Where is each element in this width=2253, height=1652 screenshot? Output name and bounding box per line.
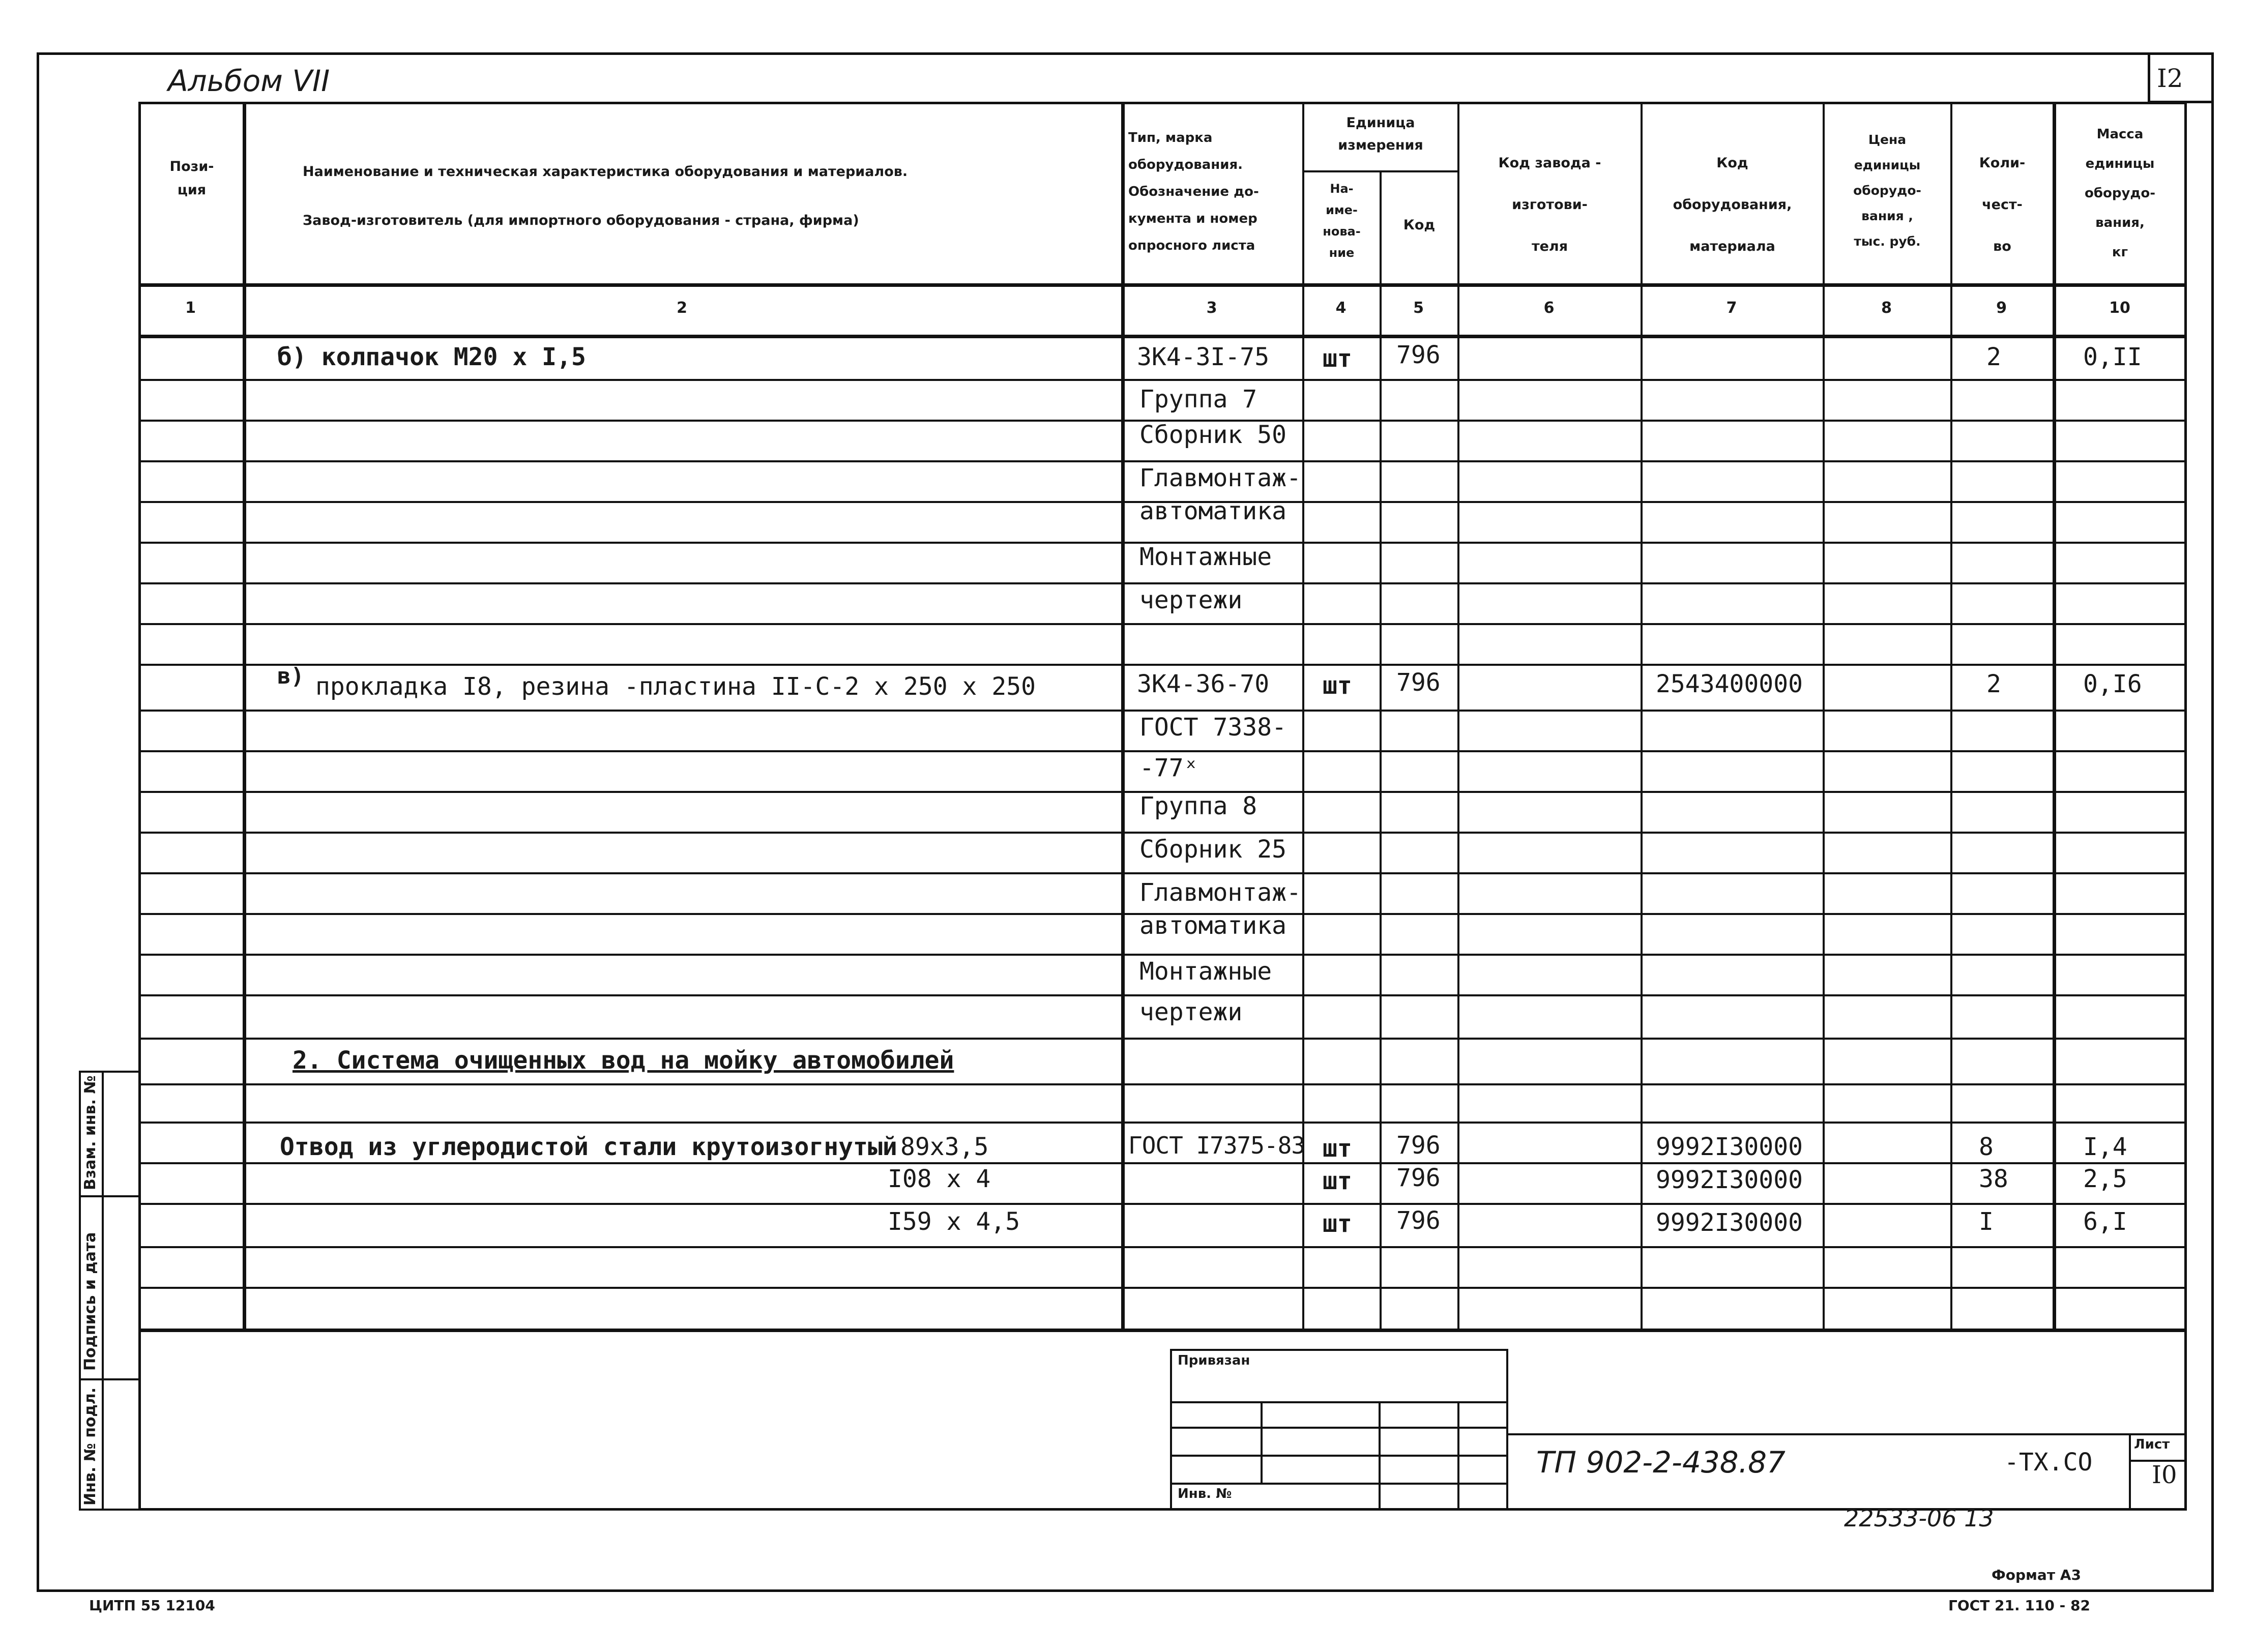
item-doc-line: автоматика <box>1139 497 1286 525</box>
item-unit: шт <box>1323 1210 1352 1238</box>
album-label: Альбом VII <box>168 64 330 98</box>
item-material-code: 9992I30000 <box>1656 1208 1803 1237</box>
item-mass: 0,II <box>2083 343 2142 371</box>
item-name: прокладка I8, резина -пластина II-С-2 х 250 х 250 <box>315 672 1036 701</box>
item-size: I59 х 4,5 <box>888 1207 1020 1236</box>
item-qty: I <box>1979 1207 1994 1236</box>
item-prefix: в) <box>277 663 304 689</box>
inv-label: Инв. № <box>1178 1486 1232 1501</box>
item-qty: 38 <box>1979 1165 2008 1193</box>
item-qty: 2 <box>1986 343 2001 371</box>
item-doc-line: Группа 8 <box>1139 792 1257 820</box>
item-mass: 2,5 <box>2083 1165 2127 1193</box>
item-doc-line: Монтажные <box>1139 957 1272 986</box>
item-qty: 2 <box>1986 670 2001 698</box>
col-number: 9 <box>1996 299 2007 317</box>
item-name: б) колпачок М20 х I,5 <box>277 343 586 371</box>
header-unit-name: На- име- нова- ние <box>1323 182 1361 260</box>
item-unit-code: 796 <box>1396 1131 1441 1160</box>
side-label-inv: Инв. № подл. <box>81 1387 99 1506</box>
item-doc: ЗК4-3I-75 <box>1137 343 1270 371</box>
header-price: Цена единицы оборудо- вания , тыс. руб. <box>1853 132 1921 249</box>
sheet-value: I0 <box>2152 1461 2177 1489</box>
item-material-code: 9992I30000 <box>1656 1166 1803 1194</box>
footer-left: ЦИТП 55 12104 <box>89 1597 215 1614</box>
col-number: 5 <box>1413 299 1424 317</box>
item-doc-line: Монтажные <box>1139 543 1272 571</box>
col-number: 7 <box>1726 299 1737 317</box>
doc-code: ТП 902-2-438.87 <box>1536 1445 1786 1480</box>
item-doc-line: автоматика <box>1139 911 1286 940</box>
header-unit: Единица измерения <box>1338 115 1423 153</box>
item-unit: шт <box>1323 671 1352 700</box>
item-doc-line: Группа 7 <box>1139 385 1257 414</box>
header-mass: Масса единицы оборудо- вания, кг <box>2084 127 2156 260</box>
side-label-replace: Взам. инв. № <box>81 1075 99 1190</box>
item-unit: шт <box>1323 344 1352 373</box>
col-number: 3 <box>1206 299 1217 317</box>
item-unit-code: 796 <box>1396 1206 1441 1235</box>
item-mass: I,4 <box>2083 1133 2127 1161</box>
item-size: I08 х 4 <box>888 1165 991 1193</box>
item-size: 89х3,5 <box>900 1133 989 1161</box>
item-doc-line: чертежи <box>1139 998 1243 1026</box>
item-doc: ЗК4-36-70 <box>1137 670 1270 698</box>
header-quantity: Коли- чест- во <box>1979 155 2026 254</box>
footer-format: Формат А3 <box>1992 1567 2081 1583</box>
header-factory-code: Код завода - изготови- теля <box>1498 155 1601 254</box>
sheet-number-top: I2 <box>2157 64 2183 93</box>
section-heading: 2. Система очищенных вод на мойку автомобилей <box>292 1046 954 1075</box>
item-material-code: 9992I30000 <box>1656 1133 1803 1161</box>
archive-number: 22533-06 13 <box>1844 1504 1994 1532</box>
item-name: Отвод из углеродистой стали крутоизогнутый <box>280 1133 897 1161</box>
header-name: Наименование и техническая характеристика оборудования и материалов. Завод-изготовитель (для импортного оборудования - страна, фирма) <box>303 164 908 228</box>
bound-label: Привязан <box>1178 1353 1250 1368</box>
item-doc-line: Главмонтаж- <box>1139 464 1301 492</box>
item-material-code: 2543400000 <box>1656 670 1803 698</box>
col-number: 1 <box>185 299 196 317</box>
header-unit-code: Код <box>1403 217 1436 233</box>
col-number: 6 <box>1543 299 1555 317</box>
item-doc-line: Сборник 25 <box>1139 835 1286 864</box>
item-qty: 8 <box>1979 1133 1994 1161</box>
item-doc-line: Главмонтаж- <box>1139 878 1301 907</box>
col-number: 4 <box>1335 299 1347 317</box>
item-unit-code: 796 <box>1396 668 1441 697</box>
header-type: Тип, марка оборудования. Обозначение до- кумента и номер опросного листа <box>1128 130 1259 253</box>
item-unit-code: 796 <box>1396 1164 1441 1192</box>
doc-suffix: -ТХ.СО <box>2004 1448 2093 1477</box>
header-position: Пози- ция <box>169 159 214 198</box>
item-unit-code: 796 <box>1396 341 1441 369</box>
item-mass: 6,I <box>2083 1207 2127 1236</box>
col-number: 8 <box>1881 299 1892 317</box>
footer-gost: ГОСТ 21. 110 - 82 <box>1948 1597 2090 1614</box>
item-doc-line: чертежи <box>1139 586 1243 614</box>
item-doc-line: -77ˣ <box>1139 754 1198 782</box>
item-unit: шт <box>1323 1167 1352 1195</box>
item-mass: 0,I6 <box>2083 670 2142 698</box>
item-doc-line: Сборник 50 <box>1139 421 1286 449</box>
item-doc-line: ГОСТ 7338- <box>1139 713 1286 742</box>
item-doc: ГОСТ I7375-83 <box>1128 1132 1305 1159</box>
side-label-sign: Подпись и дата <box>81 1232 99 1371</box>
sheet-label: Лист <box>2134 1437 2170 1452</box>
header-material-code: Код оборудования, материала <box>1673 155 1792 254</box>
col-number: 2 <box>677 299 687 317</box>
item-unit: шт <box>1323 1134 1352 1163</box>
col-number: 10 <box>2109 299 2130 317</box>
